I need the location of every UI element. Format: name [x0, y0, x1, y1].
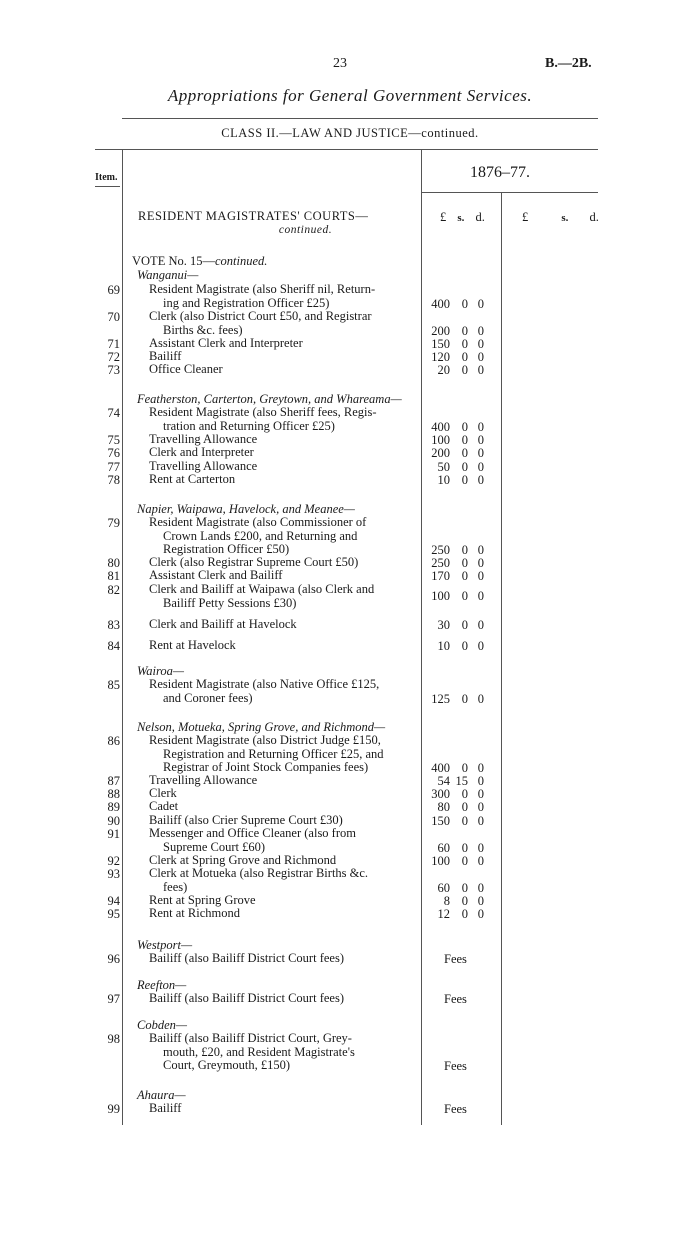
description-line: Births &c. fees): [163, 322, 243, 337]
description-line: Cadet: [149, 799, 179, 813]
item-description: [149, 678, 413, 705]
year-header: 1876–77.: [470, 164, 530, 181]
shillings-value: 0: [461, 639, 468, 653]
item-description: [149, 774, 413, 788]
item-description: [149, 992, 413, 1006]
item-description: [149, 406, 413, 433]
description-line: tration and Returning Officer £25): [163, 418, 335, 433]
item-number: 92: [107, 854, 120, 868]
pence-value: 0: [477, 840, 484, 855]
pence-value: 0: [477, 800, 484, 814]
pence-value: 0: [477, 337, 484, 351]
item-description: [149, 363, 413, 377]
item-number: 76: [107, 446, 120, 460]
shillings-value: 0: [461, 854, 468, 868]
shillings-value: 0: [461, 589, 468, 603]
item-description: [149, 618, 413, 632]
pence-value: 0: [477, 460, 484, 474]
location-heading: Reefton—: [137, 978, 187, 992]
fees-value: Fees: [444, 952, 467, 966]
pounds-value: 200: [431, 323, 450, 338]
pounds-value: 60: [437, 840, 450, 855]
pounds-value: 400: [431, 419, 450, 434]
pence-value: 0: [477, 323, 484, 338]
item-description: [149, 516, 413, 557]
pence-value: 0: [477, 556, 484, 570]
pounds-value: 54: [437, 774, 450, 788]
pounds-value: 10: [437, 473, 450, 487]
pounds-value: 400: [431, 761, 450, 775]
item-number: 81: [107, 569, 120, 583]
pence-value: 0: [477, 473, 484, 487]
pounds-value: 250: [431, 543, 450, 557]
amount: [426, 854, 496, 869]
pounds-value: 60: [437, 880, 450, 895]
pounds-label: £: [522, 210, 529, 224]
shillings-value: 0: [461, 907, 468, 921]
fees-value: Fees: [444, 992, 467, 1006]
location-heading: Wairoa—: [137, 664, 185, 678]
description-line: Registrar of Joint Stock Companies fees): [163, 760, 369, 774]
pounds-value: 100: [431, 589, 450, 603]
item-description: [149, 907, 413, 921]
shillings-value: 0: [461, 840, 468, 855]
item-description: [149, 734, 413, 775]
title-rule: [122, 118, 598, 119]
location-heading: Napier, Waipawa, Havelock, and Meanee—: [137, 502, 355, 516]
vote-label: VOTE No. 15—: [132, 254, 215, 268]
description-line: Resident Magistrate (also Sheriff fees, Regis-: [149, 405, 377, 419]
description-line: Clerk (also Registrar Supreme Court £50): [149, 555, 359, 569]
shillings-value: 0: [461, 419, 468, 434]
location-heading: Nelson, Motueka, Spring Grove, and Richmond—: [137, 720, 386, 734]
item-number: 87: [107, 774, 120, 788]
shillings-value: 0: [461, 350, 468, 364]
description-line: Bailiff Petty Sessions £30): [163, 595, 297, 610]
description-line: Clerk and Bailiff at Waipawa (also Clerk and: [149, 582, 375, 596]
item-description: [149, 800, 413, 814]
pounds-value: 150: [431, 337, 450, 351]
pence-value: 0: [477, 363, 484, 377]
item-number: 85: [107, 678, 120, 692]
section-heading-text: RESIDENT MAGISTRATES' COURTS—: [138, 209, 369, 223]
description-line: Resident Magistrate (also District Judge £150,: [149, 733, 381, 747]
pounds-value: 120: [431, 350, 450, 364]
description-line: Supreme Court £60): [163, 839, 266, 854]
item-description: [149, 787, 413, 801]
item-number: 94: [107, 894, 120, 908]
pounds-value: 250: [431, 556, 450, 570]
pence-value: 0: [477, 787, 484, 801]
description-line: Resident Magistrate (also Sheriff nil, Return-: [149, 282, 376, 296]
total-column-divider: [501, 193, 502, 1125]
item-number: 96: [107, 952, 120, 966]
vote-heading: [132, 254, 267, 269]
item-number: 86: [107, 734, 120, 748]
item-number: 70: [107, 310, 120, 324]
year-rule: [422, 192, 598, 193]
description-line: Bailiff (also Crier Supreme Court £30): [149, 813, 343, 827]
document-reference: B.—2B.: [545, 56, 592, 71]
location-heading: Wanganui—: [137, 268, 199, 282]
description-line: Messenger and Office Cleaner (also from: [149, 826, 356, 840]
pence-value: 0: [477, 880, 484, 895]
pence-value: 0: [477, 854, 484, 868]
description-line: Clerk at Spring Grove and Richmond: [149, 853, 337, 867]
pounds-value: 125: [431, 691, 450, 706]
shillings-value: 0: [461, 880, 468, 895]
item-number: 78: [107, 473, 120, 487]
description-line: Clerk at Motueka (also Registrar Births &c.: [149, 866, 369, 880]
description-line: Clerk: [149, 786, 177, 800]
item-number: 84: [107, 639, 120, 653]
item-description: [149, 639, 413, 653]
amount: [426, 297, 496, 312]
item-description: [149, 283, 413, 310]
pounds-label: £: [440, 210, 447, 224]
shillings-value: 15: [455, 774, 468, 788]
item-description: [149, 583, 413, 610]
pounds-value: 150: [431, 814, 450, 828]
page-title: Appropriations for General Government Services.: [167, 86, 533, 105]
item-description: [149, 1102, 413, 1116]
pence-value: 0: [477, 639, 484, 653]
item-description: [149, 867, 413, 894]
shillings-value: 0: [461, 618, 468, 632]
shillings-value: 0: [461, 473, 468, 487]
shillings-value: 0: [461, 433, 468, 447]
pence-value: 0: [477, 446, 484, 460]
location-heading: Featherston, Carterton, Greytown, and Whareama—: [137, 392, 402, 406]
shillings-value: 0: [461, 296, 468, 311]
description-line: Bailiff: [149, 1101, 182, 1115]
amount: [426, 618, 496, 633]
amount: [426, 589, 496, 604]
description-line: Bailiff (also Bailiff District Court fees): [149, 991, 344, 1005]
description-line: Court, Greymouth, £150): [163, 1058, 291, 1072]
item-number: 79: [107, 516, 120, 530]
location-heading: Cobden—: [137, 1018, 187, 1032]
shillings-value: 0: [461, 543, 468, 557]
item-number: 90: [107, 814, 120, 828]
item-description: [149, 952, 413, 966]
shillings-value: 0: [461, 446, 468, 460]
amount: [426, 363, 496, 378]
pounds-value: 170: [431, 569, 450, 583]
pence-value: 0: [477, 350, 484, 364]
description-line: Rent at Havelock: [149, 638, 236, 652]
shillings-value: 0: [461, 460, 468, 474]
pence-value: 0: [477, 569, 484, 583]
pounds-value: 20: [437, 363, 450, 377]
item-description: [149, 1032, 413, 1073]
shillings-value: 0: [461, 363, 468, 377]
item-number: 80: [107, 556, 120, 570]
pounds-value: 30: [437, 618, 450, 632]
pounds-value: 12: [437, 907, 450, 921]
description-line: Resident Magistrate (also Native Office £125,: [149, 677, 380, 691]
pence-label: d.: [589, 210, 599, 224]
item-number: 83: [107, 618, 120, 632]
amount: [426, 907, 496, 922]
pounds-value: 8: [443, 894, 450, 908]
pence-value: 0: [477, 691, 484, 706]
description-line: Travelling Allowance: [149, 432, 258, 446]
item-description: [149, 473, 413, 487]
description-line: Rent at Carterton: [149, 472, 236, 486]
pence-value: 0: [477, 296, 484, 311]
item-number: 98: [107, 1032, 120, 1046]
pounds-value: 10: [437, 639, 450, 653]
item-number: 74: [107, 406, 120, 420]
description-line: Assistant Clerk and Bailiff: [149, 568, 283, 582]
item-number: 95: [107, 907, 120, 921]
shillings-value: 0: [461, 337, 468, 351]
pence-label: d.: [475, 210, 485, 224]
item-description: [149, 569, 413, 583]
page-number: 23: [333, 56, 347, 71]
amount: [426, 446, 496, 461]
item-number: 77: [107, 460, 120, 474]
shillings-label: s.: [457, 212, 465, 224]
shillings-value: 0: [461, 761, 468, 775]
description-line: and Coroner fees): [163, 690, 253, 705]
description-line: Clerk and Interpreter: [149, 445, 254, 459]
amount: [426, 569, 496, 584]
item-number: 82: [107, 583, 120, 597]
description-line: Clerk (also District Court £50, and Registrar: [149, 309, 372, 323]
item-description: [149, 310, 413, 337]
pence-value: 0: [477, 907, 484, 921]
amount: [426, 473, 496, 488]
class-heading: CLASS II.—LAW AND JUSTICE—continued.: [221, 126, 479, 140]
amount: [426, 800, 496, 815]
pounds-value: 300: [431, 787, 450, 801]
item-description: [149, 827, 413, 854]
item-number: 97: [107, 992, 120, 1006]
location-heading: Ahaura—: [137, 1088, 186, 1102]
amount-column-divider: [421, 150, 422, 1125]
section-heading-continued: continued.: [278, 224, 333, 236]
pence-value: 0: [477, 589, 484, 603]
item-number: 88: [107, 787, 120, 801]
description-line: Registration and Returning Officer £25, and: [163, 746, 384, 761]
item-description: [149, 337, 413, 351]
currency-header-2: [522, 210, 599, 225]
pence-value: 0: [477, 761, 484, 775]
item-column-header: Item.: [95, 172, 118, 183]
description-line: Travelling Allowance: [149, 459, 258, 473]
shillings-label: s.: [561, 212, 569, 224]
description-line: mouth, £20, and Resident Magistrate's: [163, 1044, 355, 1059]
pence-value: 0: [477, 814, 484, 828]
item-number: 75: [107, 433, 120, 447]
currency-header-1: [440, 210, 485, 225]
item-header-rule: [95, 186, 120, 187]
description-line: Assistant Clerk and Interpreter: [149, 336, 303, 350]
item-number: 71: [107, 337, 120, 351]
description-line: Bailiff (also Bailiff District Court, Grey-: [149, 1031, 352, 1045]
description-line: Office Cleaner: [149, 362, 223, 376]
pounds-value: 400: [431, 296, 450, 311]
item-number: 69: [107, 283, 120, 297]
item-number: 93: [107, 867, 120, 881]
description-line: Resident Magistrate (also Commissioner of: [149, 515, 367, 529]
item-number: 91: [107, 827, 120, 841]
description-line: Bailiff: [149, 349, 182, 363]
shillings-value: 0: [461, 814, 468, 828]
description-line: Clerk and Bailiff at Havelock: [149, 617, 297, 631]
pence-value: 0: [477, 774, 484, 788]
item-number: 99: [107, 1102, 120, 1116]
shillings-value: 0: [461, 691, 468, 706]
pounds-value: 100: [431, 854, 450, 868]
description-line: Rent at Richmond: [149, 906, 240, 920]
pounds-value: 200: [431, 446, 450, 460]
fees-value: Fees: [444, 1059, 467, 1073]
item-description: [149, 446, 413, 460]
amount: [426, 639, 496, 654]
shillings-value: 0: [461, 787, 468, 801]
shillings-value: 0: [461, 569, 468, 583]
pence-value: 0: [477, 543, 484, 557]
amount: [426, 814, 496, 829]
item-number: 89: [107, 800, 120, 814]
description-line: Crown Lands £200, and Returning and: [163, 528, 358, 543]
fees-value: Fees: [444, 1102, 467, 1116]
pence-value: 0: [477, 419, 484, 434]
pence-value: 0: [477, 894, 484, 908]
description-line: Travelling Allowance: [149, 773, 258, 787]
item-number: 73: [107, 363, 120, 377]
description-line: Bailiff (also Bailiff District Court fees): [149, 951, 344, 965]
amount: [426, 692, 496, 707]
shillings-value: 0: [461, 800, 468, 814]
description-line: fees): [163, 879, 188, 894]
pence-value: 0: [477, 433, 484, 447]
shillings-value: 0: [461, 323, 468, 338]
location-heading: Westport—: [137, 938, 193, 952]
section-heading: [138, 209, 413, 236]
description-line: ing and Registration Officer £25): [163, 295, 330, 310]
item-column-divider: [122, 150, 123, 1125]
pounds-value: 80: [437, 800, 450, 814]
shillings-value: 0: [461, 556, 468, 570]
pounds-value: 50: [437, 460, 450, 474]
pence-value: 0: [477, 618, 484, 632]
shillings-value: 0: [461, 894, 468, 908]
description-line: Rent at Spring Grove: [149, 893, 256, 907]
item-number: 72: [107, 350, 120, 364]
header-rule: [95, 149, 598, 150]
pounds-value: 100: [431, 433, 450, 447]
description-line: Registration Officer £50): [163, 542, 290, 556]
vote-continued: continued.: [214, 254, 268, 268]
